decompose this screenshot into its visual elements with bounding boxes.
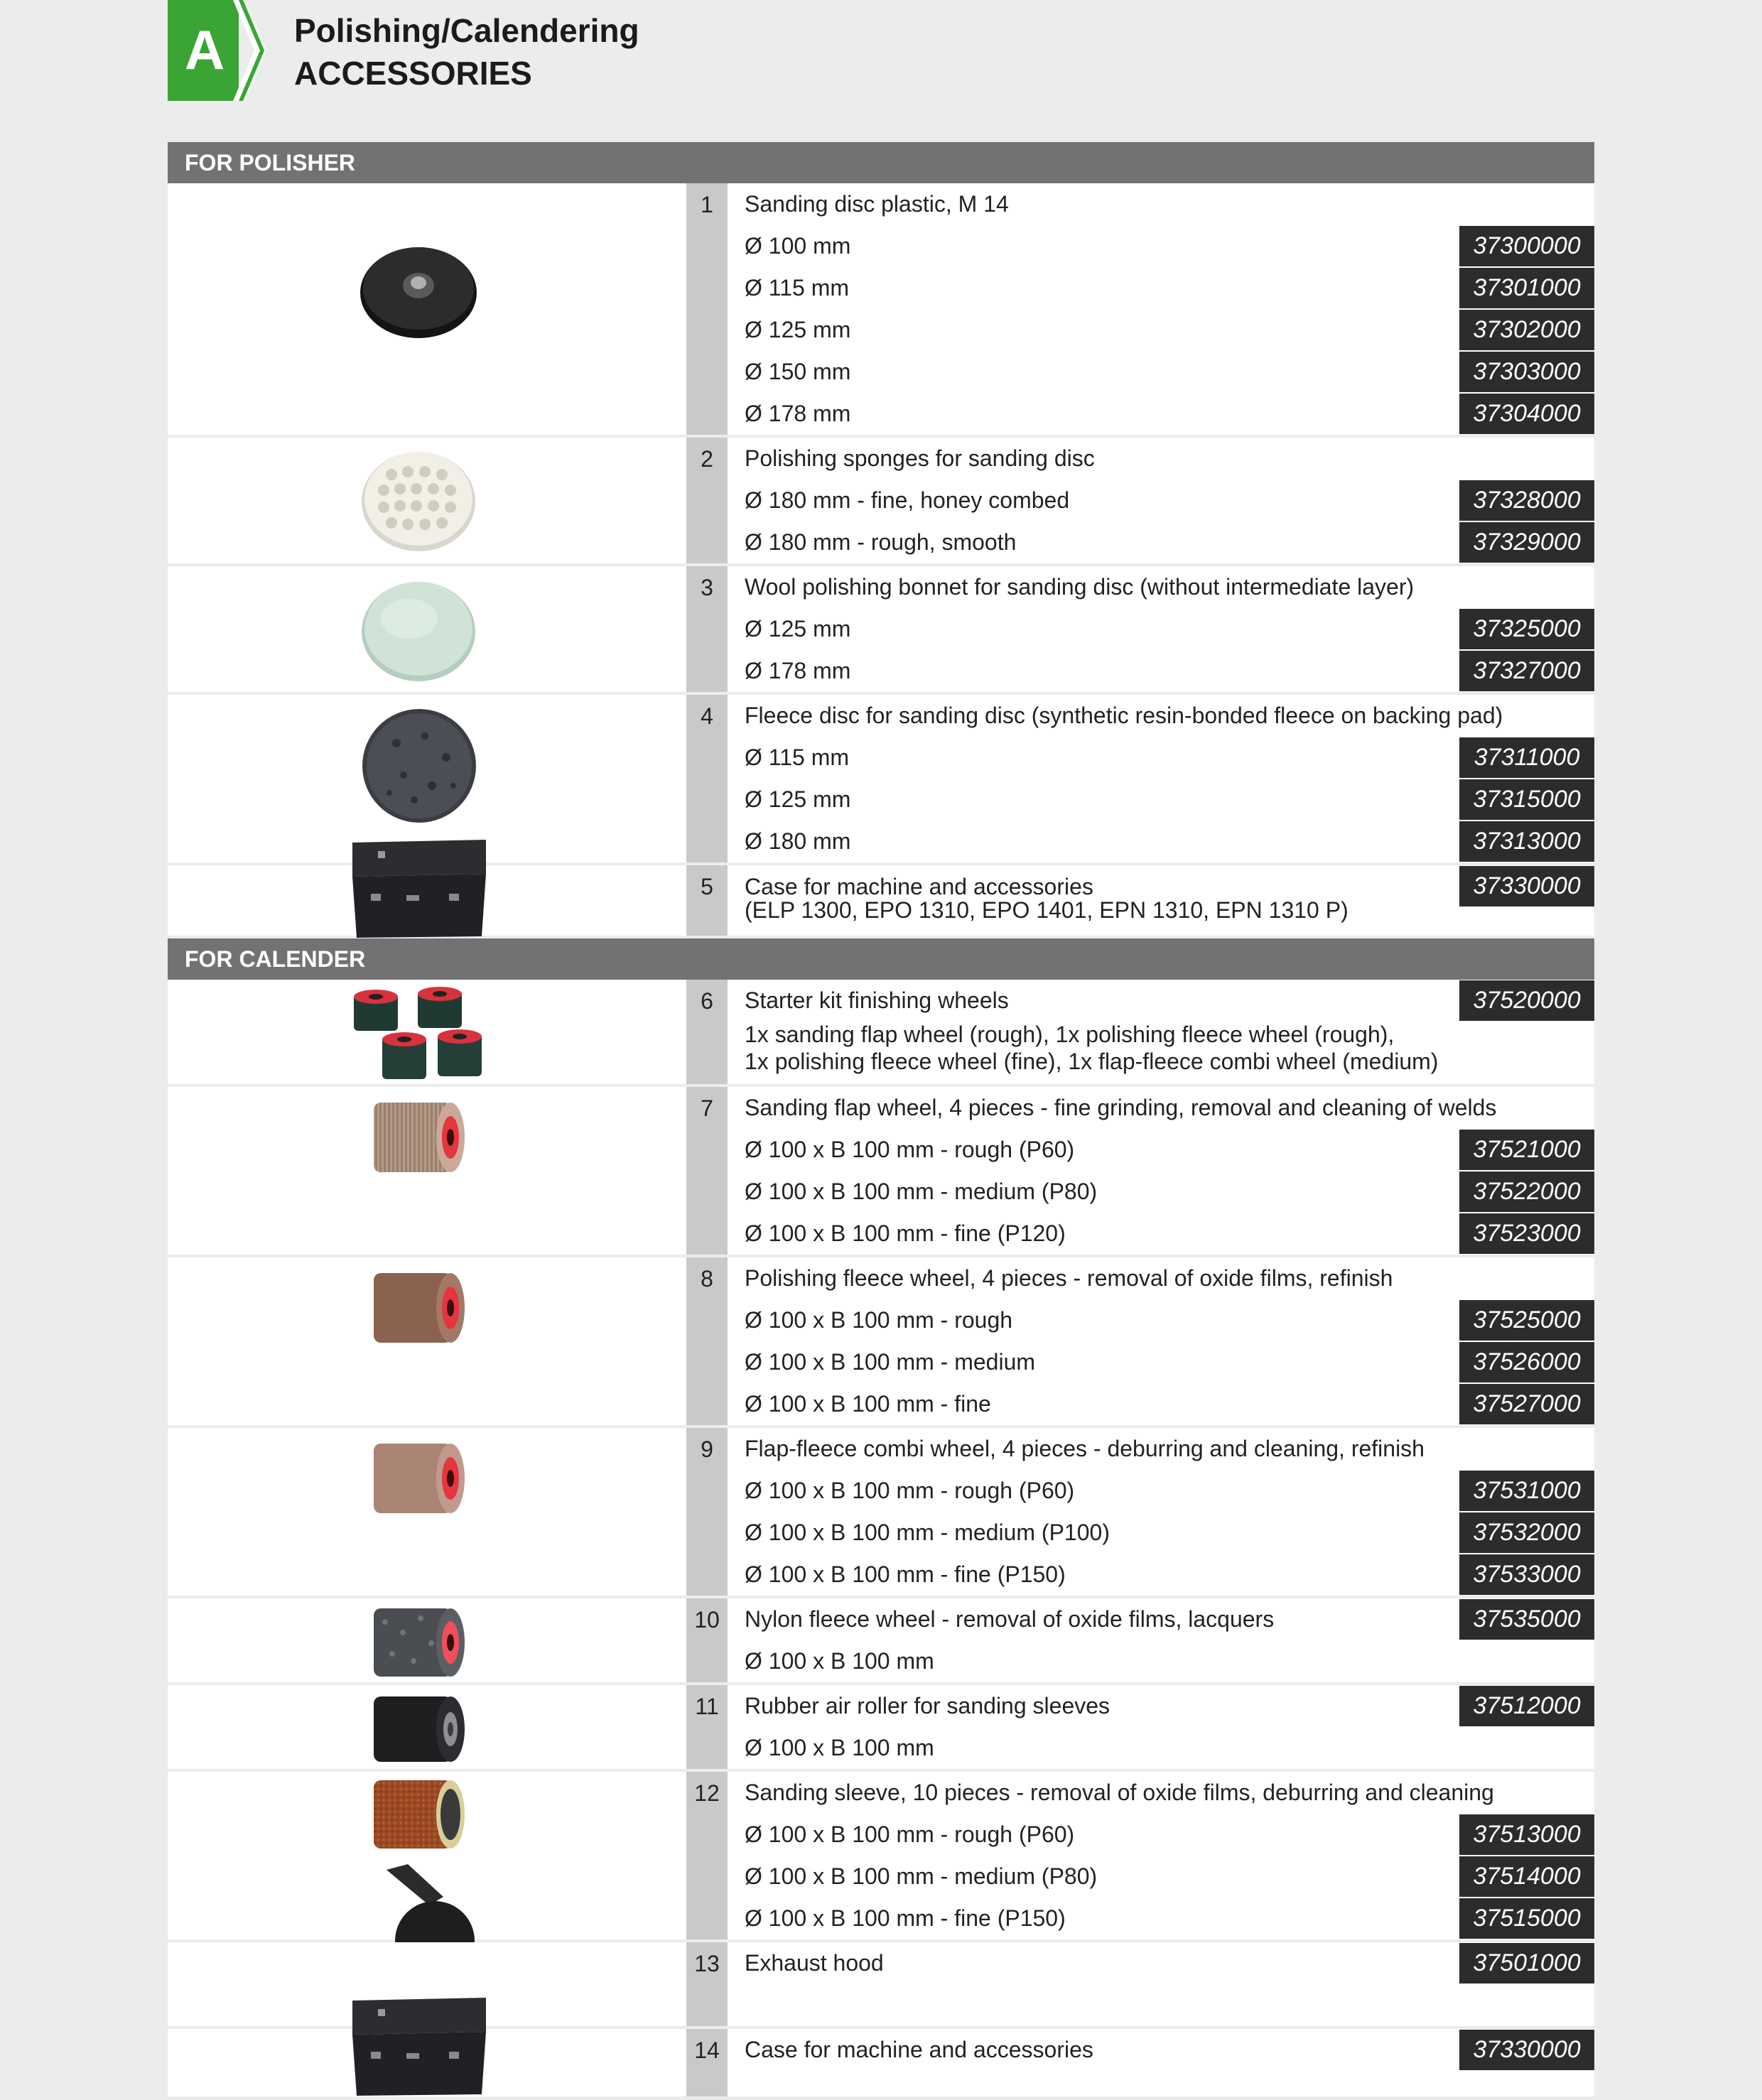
honeycomb-sponge-icon xyxy=(360,446,477,554)
variant-label: Ø 100 x B 100 mm - rough xyxy=(745,1307,1013,1333)
item-row-11 xyxy=(168,1685,1594,1772)
item-number: 1 xyxy=(686,183,728,435)
article-number: 37301000 xyxy=(1459,268,1594,308)
item-number: 3 xyxy=(686,566,728,692)
article-number: 37313000 xyxy=(1459,821,1594,862)
article-number: 37531000 xyxy=(1459,1471,1594,1511)
article-number: 37315000 xyxy=(1459,779,1594,820)
item-title: Polishing fleece wheel, 4 pieces - removal of oxide films, refinish xyxy=(745,1265,1393,1291)
article-number: 37520000 xyxy=(1459,980,1594,1021)
article-number: 37533000 xyxy=(1459,1554,1594,1595)
article-number: 37327000 xyxy=(1459,651,1594,691)
article-number: 37501000 xyxy=(1459,1943,1594,1983)
item-content xyxy=(728,1257,1594,1425)
item-content xyxy=(728,865,1594,936)
item-number: 12 xyxy=(686,1772,728,1939)
item-image-cell xyxy=(168,1685,686,1769)
item-title: Case for machine and accessories xyxy=(745,874,1093,899)
item-title: Flap-fleece combi wheel, 4 pieces - deburring and cleaning, refinish xyxy=(745,1436,1425,1461)
item-image-cell xyxy=(168,1428,686,1596)
article-number: 37330000 xyxy=(1459,2030,1594,2070)
variant-label: Ø 125 mm xyxy=(745,317,851,342)
item-row-3 xyxy=(168,566,1594,695)
item-title: Exhaust hood xyxy=(745,1950,884,1976)
sanding-disc-icon xyxy=(358,242,479,341)
accessories-table xyxy=(168,142,1594,2096)
article-number: 37304000 xyxy=(1459,394,1594,434)
item-title: Sanding disc plastic, M 14 xyxy=(745,191,1009,217)
variant-label: Ø 125 mm xyxy=(745,616,851,642)
flap-wheel-icon xyxy=(371,1098,467,1176)
article-number: 37532000 xyxy=(1459,1512,1594,1553)
badge-letter: A xyxy=(184,18,225,81)
sanding-sleeve-icon xyxy=(371,1776,467,1853)
variant-label: Ø 100 x B 100 mm - fine (P150) xyxy=(745,1905,1066,1931)
variant-label: Ø 100 x B 100 mm - rough (P60) xyxy=(745,1478,1075,1503)
page-title: Polishing/Calendering xyxy=(294,12,639,49)
item-content xyxy=(728,1087,1594,1255)
item-content xyxy=(728,2029,1594,2096)
item-content xyxy=(728,566,1594,692)
item-title: Starter kit finishing wheels xyxy=(745,987,1009,1013)
item-number: 13 xyxy=(686,1942,728,2026)
variant-label: Ø 100 x B 100 mm - rough (P60) xyxy=(745,1822,1075,1847)
item-image-cell xyxy=(168,865,686,936)
variant-label: Ø 100 x B 100 mm - fine xyxy=(745,1391,991,1417)
variant-label: Ø 100 x B 100 mm - medium (P80) xyxy=(745,1179,1098,1204)
variant-label: Ø 150 mm xyxy=(745,359,851,384)
article-number: 37523000 xyxy=(1459,1213,1594,1254)
article-number: 37329000 xyxy=(1459,522,1594,563)
item-image-cell xyxy=(168,1598,686,1682)
item-row-6 xyxy=(168,980,1594,1087)
item-content xyxy=(728,1772,1594,1939)
article-number: 37325000 xyxy=(1459,609,1594,649)
item-row-1 xyxy=(168,183,1594,438)
variant-label: Ø 100 mm xyxy=(745,233,851,259)
item-row-2 xyxy=(168,438,1594,566)
article-number: 37328000 xyxy=(1459,480,1594,521)
article-number: 37521000 xyxy=(1459,1130,1594,1170)
fleece-disc-icon xyxy=(361,708,477,824)
item-image-cell xyxy=(168,566,686,692)
item-row-8 xyxy=(168,1257,1594,1428)
variant-label: Ø 100 x B 100 mm xyxy=(745,1648,934,1674)
item-number: 6 xyxy=(686,980,728,1084)
item-content xyxy=(728,1598,1594,1682)
item-content xyxy=(728,1942,1594,2026)
section-header-polisher: FOR POLISHER xyxy=(168,142,1594,183)
item-image-cell xyxy=(168,438,686,563)
variant-label: Ø 125 mm xyxy=(745,786,851,812)
article-number: 37300000 xyxy=(1459,226,1594,266)
wheel-set-icon xyxy=(347,987,489,1086)
item-number: 7 xyxy=(686,1087,728,1255)
variant-label: Ø 100 x B 100 mm - medium (P80) xyxy=(745,1863,1098,1889)
article-number: 37527000 xyxy=(1459,1384,1594,1424)
variant-label: Ø 100 x B 100 mm - fine (P150) xyxy=(745,1562,1066,1587)
item-number: 9 xyxy=(686,1428,728,1596)
item-image-cell xyxy=(168,2029,686,2096)
article-number: 37525000 xyxy=(1459,1300,1594,1341)
variant-label: Ø 100 x B 100 mm xyxy=(745,1735,934,1760)
item-row-5 xyxy=(168,865,1594,938)
item-content xyxy=(728,1428,1594,1596)
item-row-7 xyxy=(168,1087,1594,1257)
page-subtitle: ACCESSORIES xyxy=(294,55,532,92)
item-row-10 xyxy=(168,1598,1594,1685)
item-number: 4 xyxy=(686,695,728,862)
item-title: Fleece disc for sanding disc (synthetic resin-bonded fleece on backing pad) xyxy=(745,703,1503,728)
item-content xyxy=(728,980,1594,1084)
item-row-12 xyxy=(168,1772,1594,1942)
article-number: 37514000 xyxy=(1459,1856,1594,1897)
article-number: 37513000 xyxy=(1459,1814,1594,1855)
item-image-cell xyxy=(168,1257,686,1425)
article-number: 37522000 xyxy=(1459,1171,1594,1212)
item-title: Polishing sponges for sanding disc xyxy=(745,445,1095,471)
variant-label: Ø 100 x B 100 mm - fine (P120) xyxy=(745,1221,1066,1246)
item-content xyxy=(728,695,1594,862)
item-number: 2 xyxy=(686,438,728,563)
variant-label: Ø 180 mm xyxy=(745,828,851,854)
article-number: 37303000 xyxy=(1459,352,1594,392)
item-content xyxy=(728,1685,1594,1769)
item-title: Wool polishing bonnet for sanding disc (without intermediate layer) xyxy=(745,574,1415,600)
item-title: Nylon fleece wheel - removal of oxide films, lacquers xyxy=(745,1606,1275,1632)
item-number: 8 xyxy=(686,1257,728,1425)
item-number: 14 xyxy=(686,2029,728,2096)
item-description: 1x polishing fleece wheel (fine), 1x flap-fleece combi wheel (medium) xyxy=(745,1049,1439,1074)
article-number: 37330000 xyxy=(1459,866,1594,906)
variant-label: Ø 100 x B 100 mm - medium xyxy=(745,1349,1036,1375)
variant-label: Ø 178 mm xyxy=(745,401,851,426)
article-number: 37302000 xyxy=(1459,310,1594,350)
article-number: 37515000 xyxy=(1459,1898,1594,1939)
item-number: 5 xyxy=(686,865,728,936)
item-number: 10 xyxy=(686,1598,728,1682)
item-title: Case for machine and accessories xyxy=(745,2037,1093,2062)
wool-bonnet-icon xyxy=(360,576,477,683)
page-header xyxy=(168,0,807,101)
item-description: 1x sanding flap wheel (rough), 1x polishing fleece wheel (rough), xyxy=(745,1022,1395,1047)
variant-label: Ø 178 mm xyxy=(745,658,851,683)
item-number: 11 xyxy=(686,1685,728,1769)
section-header-calender: FOR CALENDER xyxy=(168,938,1594,980)
article-number: 37526000 xyxy=(1459,1342,1594,1382)
variant-label: Ø 115 mm xyxy=(745,745,849,770)
category-badge-icon xyxy=(168,0,269,101)
case-icon xyxy=(350,837,489,941)
item-title: Sanding flap wheel, 4 pieces - fine grinding, removal and cleaning of welds xyxy=(745,1095,1497,1120)
case-icon xyxy=(350,1995,489,2099)
item-content xyxy=(728,438,1594,563)
variant-label: Ø 100 x B 100 mm - medium (P100) xyxy=(745,1520,1110,1545)
variant-label: Ø 180 mm - fine, honey combed xyxy=(745,487,1070,513)
item-image-cell xyxy=(168,1087,686,1255)
item-row-14 xyxy=(168,2029,1594,2096)
variant-label: Ø 100 x B 100 mm - rough (P60) xyxy=(745,1137,1075,1162)
item-title: Rubber air roller for sanding sleeves xyxy=(745,1693,1110,1719)
item-row-9 xyxy=(168,1428,1594,1598)
variant-label: Ø 115 mm xyxy=(745,275,849,301)
item-description: (ELP 1300, EPO 1310, EPO 1401, EPN 1310, EPN 1310 P) xyxy=(745,897,1348,923)
fleece-wheel-icon xyxy=(371,1269,467,1347)
article-number: 37311000 xyxy=(1459,737,1594,778)
variant-label: Ø 180 mm - rough, smooth xyxy=(745,529,1017,555)
item-image-cell xyxy=(168,980,686,1084)
item-title: Sanding sleeve, 10 pieces - removal of oxide films, deburring and cleaning xyxy=(745,1780,1494,1805)
article-number: 37512000 xyxy=(1459,1686,1594,1726)
nylon-wheel-icon xyxy=(371,1604,467,1681)
article-number: 37535000 xyxy=(1459,1599,1594,1640)
combi-wheel-icon xyxy=(371,1439,467,1517)
item-content xyxy=(728,183,1594,435)
rubber-roller-icon xyxy=(371,1692,467,1766)
item-image-cell xyxy=(168,183,686,435)
